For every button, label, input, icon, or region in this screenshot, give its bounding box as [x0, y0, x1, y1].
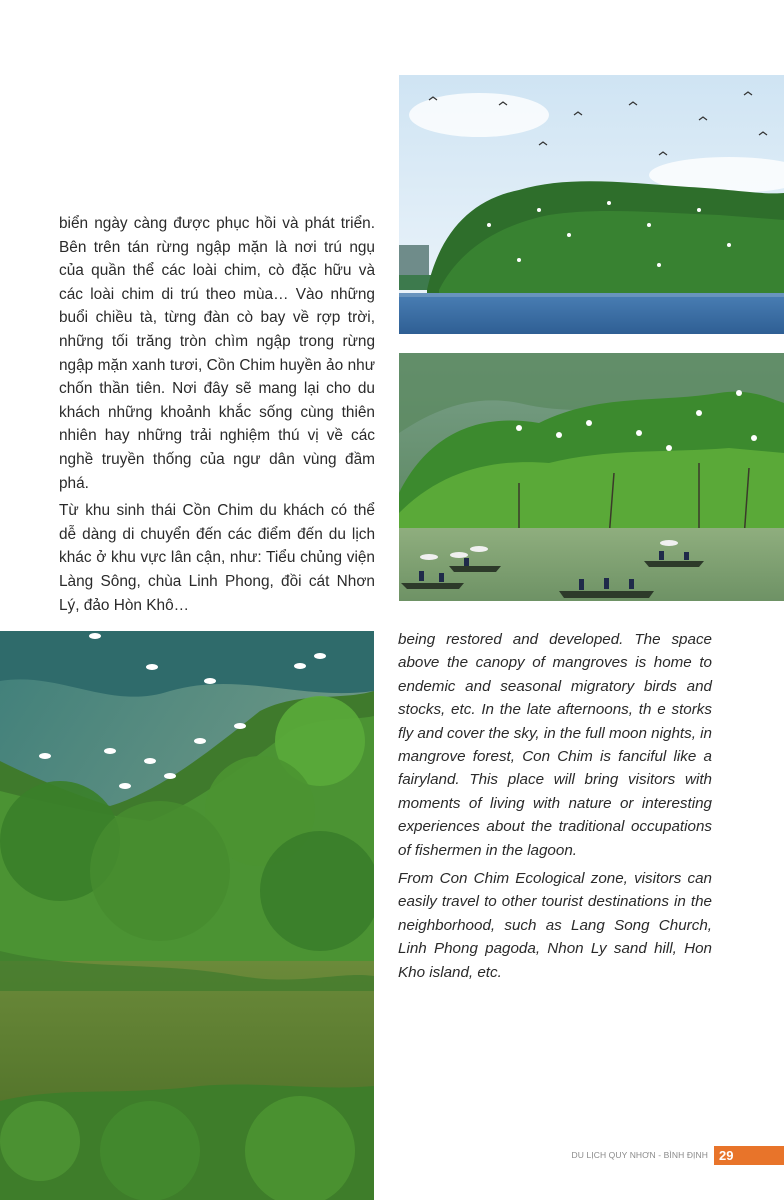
- vietnamese-article-text: [59, 212, 375, 621]
- vietnamese-paragraph: Từ khu sinh thái Cồn Chim du khách có thể dễ dàng di chuyển đến các điểm đến du lịch khác ở khu vực lân cận, như: Tiểu chủng viện Làng Sông, chùa Linh Phong, đồi cát Nhơn Lý, đảo Hòn Khô…: [59, 502, 375, 614]
- footer-publication-label: DU LỊCH QUY NHƠN - BÌNH ĐỊNH: [571, 1150, 708, 1160]
- photo-aerial-mangroves: [0, 631, 374, 1200]
- english-paragraph: From Con Chim Ecological zone, visitors can easily travel to other tourist destinations in the neighborhood, such as Lang Song Church, Linh Phong pagoda, Nhon Ly sand hill, Hon Kho island, etc.: [398, 870, 712, 981]
- photo-mangrove-island: [399, 75, 784, 334]
- photo-boats-mangroves: [399, 353, 784, 601]
- page-number: 29: [719, 1148, 734, 1163]
- english-paragraph: being restored and developed. The space above the canopy of mangroves is home to endemic and seasonal migratory birds and stocks, etc. In the late afternoons, th e storks fly and cover the sky, in the full moon nights, in mangrove forest, Con Chim is fanciful like a fairyland. This place will bring visitors with moments of living with nature or interesting experiences about the traditional occupations of fishermen in the lagoon.: [398, 631, 712, 859]
- vietnamese-paragraph: biển ngày càng được phục hồi và phát triển. Bên trên tán rừng ngập mặn là nơi trú ngụ của quần thể các loài chim, cò đặc hữu và các loài chim di trú theo mùa… Vào những buổi chiều tà, từng đàn cò bay về rợp trời, những tối trăng tròn chìm ngập trong rừng ngập mặn xanh tươi, Cồn Chim huyền ảo như chốn thần tiên. Nơi đây sẽ mang lại cho du khách những khoảnh khắc sống cùng thiên nhiên hay những trải nghiệm thú vị về các nghề truyền thống của ngư dân vùng đầm phá.: [59, 215, 375, 492]
- english-article-text: [398, 628, 712, 989]
